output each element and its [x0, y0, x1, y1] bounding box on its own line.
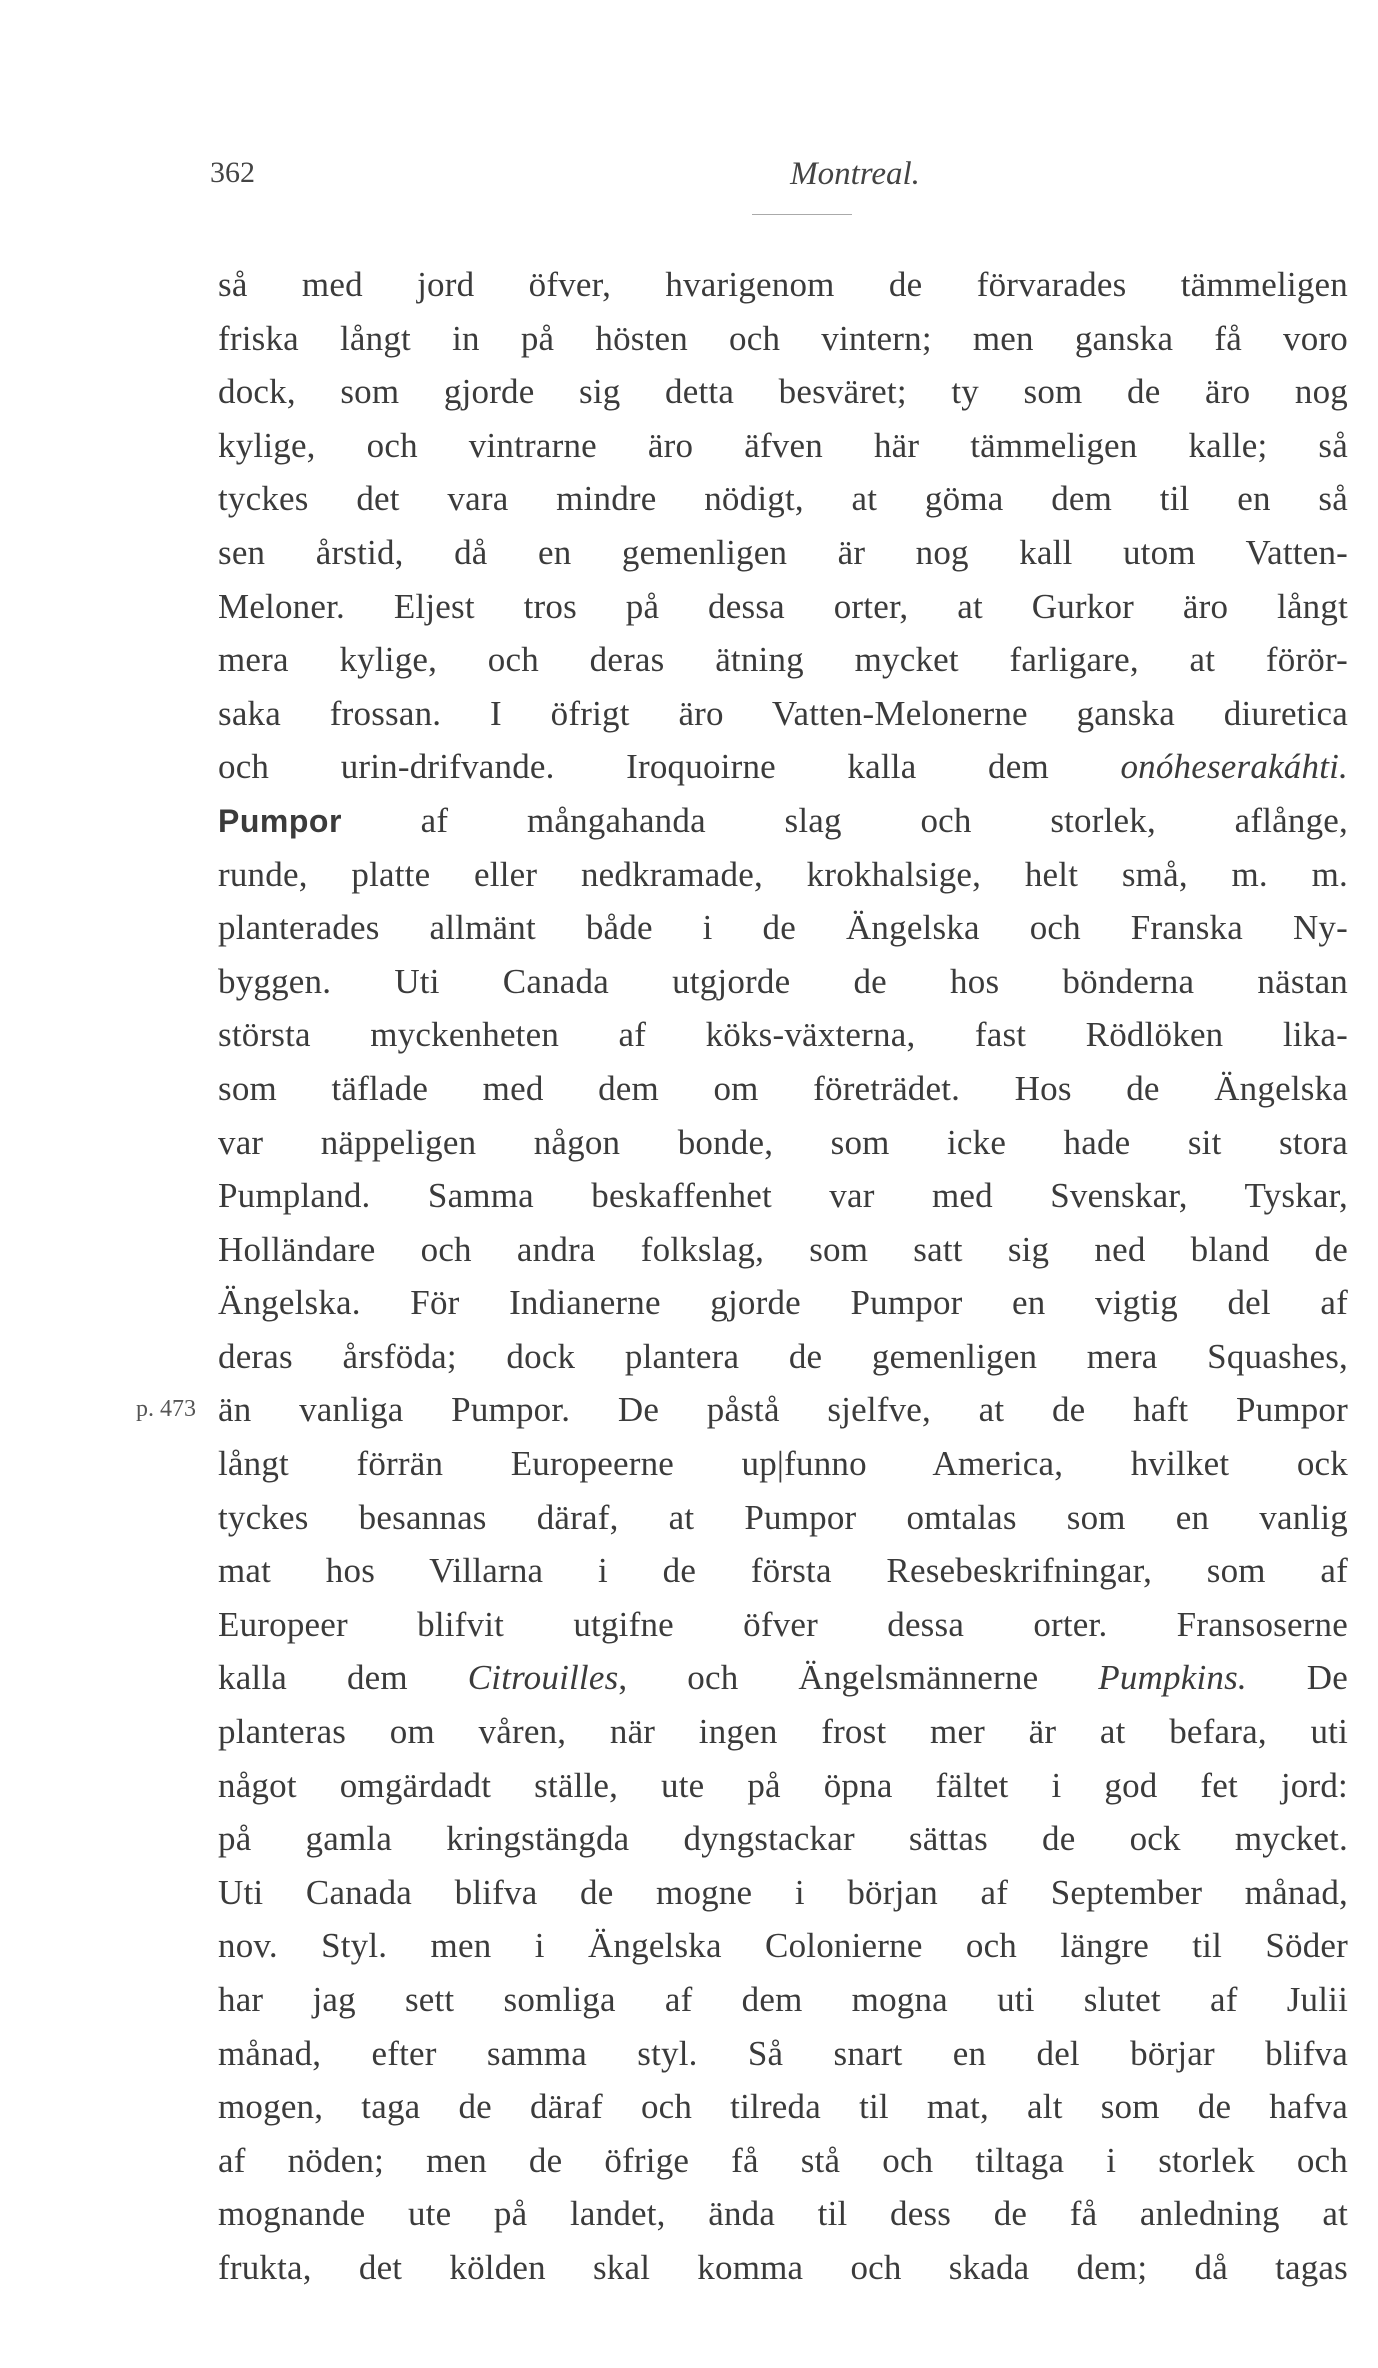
text-line: kylige, och vintrarne äro äfven här tämmeligen kalle; så [218, 425, 1348, 465]
text-line: mognande ute på landet, ända til dess de få anledning at [218, 2194, 1348, 2234]
running-title: Montreal. [790, 156, 920, 192]
text-line: Pumpland. Samma beskaffenhet var med Svenskar, Tyskar, [218, 1176, 1348, 1216]
text-line: friska långt in på hösten och vintern; men ganska få voro [218, 318, 1348, 358]
text-line: deras årsföda; dock plantera de gemenligen mera Squashes, [218, 1336, 1348, 1376]
text-line-with-italic [218, 1651, 1348, 1705]
text-line: tyckes besannas däraf, at Pumpor omtalas som en vanlig [218, 1497, 1348, 1537]
italic-term: Citrouilles [467, 1658, 619, 1698]
text-line: största myckenheten af köks-växterna, fast Rödlöken lika- [218, 1015, 1348, 1055]
text-line: tyckes det vara mindre nödigt, at göma dem til en så [218, 479, 1348, 519]
text-line: något omgärdadt ställe, ute på öpna fältet i god fet jord: [218, 1765, 1348, 1805]
text-line: som täflade med dem om företrädet. Hos de Ängelska [218, 1068, 1348, 1108]
text-line: nov. Styl. men i Ängelska Colonierne och längre til Söder [218, 1926, 1348, 1966]
text-segment: , och Ängelsmännerne [618, 1658, 1039, 1698]
text-line: planteras om våren, när ingen frost mer är at befara, uti [218, 1712, 1348, 1752]
text-line: Holländare och andra folkslag, som satt sig ned bland de [218, 1229, 1348, 1269]
text-segment: kalla dem [218, 1658, 408, 1698]
text-line: långt förrän Europeerne up|funno America, hvilket ock [218, 1444, 1348, 1484]
text-segment: af mångahanda slag och storlek, aflånge, [420, 800, 1348, 840]
italic-term: onóheserakáhti. [1120, 747, 1348, 787]
body-text [218, 258, 1348, 2295]
text-line: så med jord öfver, hvarigenom de förvarades tämmeligen [218, 265, 1348, 304]
page-number: 362 [210, 156, 255, 189]
margin-note: p. 473 [136, 1396, 196, 1422]
text-line: af nöden; men de öfrige få stå och tiltaga i storlek och [218, 2140, 1348, 2180]
text-line: Europeer blifvit utgifne öfver dessa orter. Fransoserne [218, 1604, 1348, 1644]
header-rule [752, 214, 852, 215]
text-line: var näppeligen någon bonde, som icke hade sit stora [218, 1122, 1348, 1162]
text-line: Ängelska. För Indianerne gjorde Pumpor en vigtig del af [218, 1283, 1348, 1323]
text-line: mogen, taga de däraf och tilreda til mat, alt som de hafva [218, 2087, 1348, 2127]
text-line-with-italic [218, 740, 1348, 794]
text-line: planterades allmänt både i de Ängelska och Franska Ny- [218, 908, 1348, 948]
text-line: än vanliga Pumpor. De påstå sjelfve, at de haft Pumpor [218, 1390, 1348, 1430]
text-line: månad, efter samma styl. Så snart en del börjar blifva [218, 2033, 1348, 2073]
bold-keyword: Pumpor [218, 802, 342, 839]
text-line: Uti Canada blifva de mogne i början af September månad, [218, 1872, 1348, 1912]
text-segment: och urin-drifvande. Iroquoirne kalla dem [218, 747, 1049, 787]
text-line: sen årstid, då en gemenligen är nog kall utom Vatten- [218, 532, 1348, 572]
text-line: Meloner. Eljest tros på dessa orter, at Gurkor äro långt [218, 586, 1348, 626]
italic-term: Pumpkins. [1098, 1658, 1247, 1698]
text-line: mat hos Villarna i de första Resebeskrifningar, som af [218, 1551, 1348, 1591]
paragraph-start-line [218, 794, 1348, 848]
text-line: runde, platte eller nedkramade, krokhalsige, helt små, m. m. [218, 854, 1348, 894]
text-line: på gamla kringstängda dyngstackar sättas de ock mycket. [218, 1819, 1348, 1859]
text-line: har jag sett somliga af dem mogna uti slutet af Julii [218, 1980, 1348, 2019]
text-segment: De [1306, 1658, 1348, 1698]
text-line: mera kylige, och deras ätning mycket farligare, at förör- [218, 640, 1348, 680]
text-line: frukta, det kölden skal komma och skada dem; då tagas [218, 2247, 1348, 2287]
page-header [210, 156, 1340, 208]
text-line: byggen. Uti Canada utgjorde de hos bönderna nästan [218, 961, 1348, 1001]
text-line: saka frossan. I öfrigt äro Vatten-Melonerne ganska diuretica [218, 693, 1348, 733]
text-line: dock, som gjorde sig detta besväret; ty som de äro nog [218, 372, 1348, 412]
